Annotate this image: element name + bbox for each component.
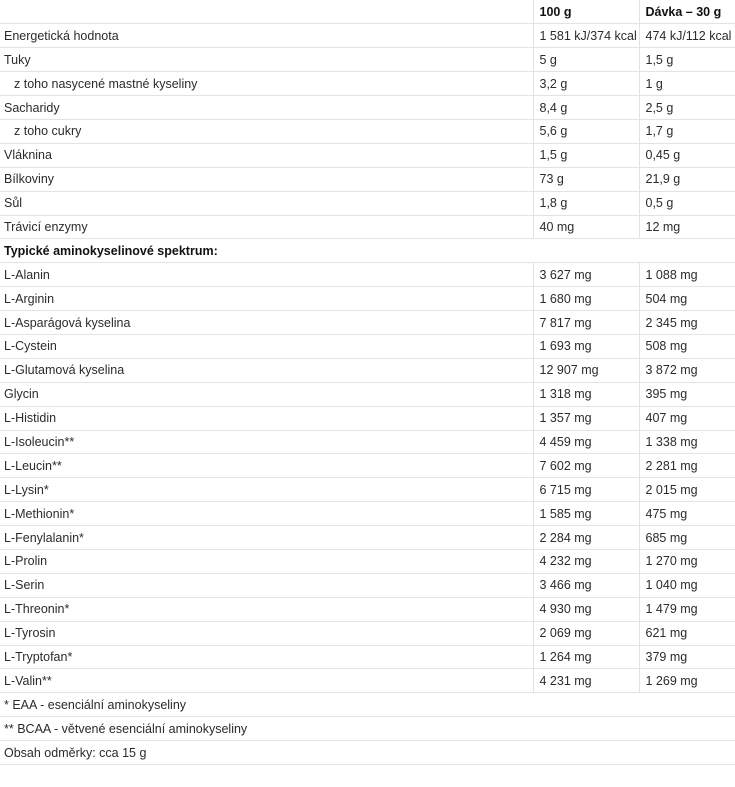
value-100g: 7 602 mg [533, 454, 639, 478]
row-label: L-Arginin [0, 287, 533, 311]
row-label: L-Tryptofan* [0, 645, 533, 669]
amino-section-header-row [0, 239, 735, 263]
table-row [0, 287, 735, 311]
empty-cell [533, 741, 639, 765]
value-100g: 3 466 mg [533, 573, 639, 597]
value-serving: 685 mg [639, 526, 735, 550]
value-serving: 474 kJ/112 kcal [639, 24, 735, 48]
value-100g: 5 g [533, 48, 639, 72]
table-row [0, 406, 735, 430]
header-100g: 100 g [533, 0, 639, 24]
table-row-saturated-fat [0, 72, 735, 96]
table-row [0, 597, 735, 621]
value-serving: 0,45 g [639, 143, 735, 167]
table-row [0, 430, 735, 454]
row-label: L-Leucin** [0, 454, 533, 478]
value-serving: 395 mg [639, 382, 735, 406]
value-serving: 508 mg [639, 334, 735, 358]
value-serving: 504 mg [639, 287, 735, 311]
header-label-cell [0, 0, 533, 24]
row-label: Glycin [0, 382, 533, 406]
value-serving: 1 269 mg [639, 669, 735, 693]
value-serving: 1,5 g [639, 48, 735, 72]
value-100g: 1 318 mg [533, 382, 639, 406]
value-serving: 1 088 mg [639, 263, 735, 287]
footnote-row-bcaa [0, 717, 735, 741]
empty-cell [533, 717, 639, 741]
header-serving: Dávka – 30 g [639, 0, 735, 24]
row-label: L-Lysin* [0, 478, 533, 502]
value-serving: 1 270 mg [639, 549, 735, 573]
value-100g: 1 680 mg [533, 287, 639, 311]
table-row [0, 334, 735, 358]
table-header-row [0, 0, 735, 24]
footnote-eaa: * EAA - esenciální aminokyseliny [0, 693, 533, 717]
table-row-energy [0, 24, 735, 48]
table-row [0, 478, 735, 502]
empty-cell [639, 741, 735, 765]
value-100g: 7 817 mg [533, 311, 639, 335]
value-100g: 1 357 mg [533, 406, 639, 430]
row-label: L-Isoleucin** [0, 430, 533, 454]
table-row [0, 502, 735, 526]
row-label: L-Alanin [0, 263, 533, 287]
value-100g: 1,8 g [533, 191, 639, 215]
table-row-enzymes [0, 215, 735, 239]
row-label: z toho nasycené mastné kyseliny [0, 72, 533, 96]
value-100g: 4 231 mg [533, 669, 639, 693]
table-row [0, 549, 735, 573]
row-label: L-Valin** [0, 669, 533, 693]
empty-cell [533, 239, 639, 263]
amino-section-title: Typické aminokyselinové spektrum: [0, 239, 533, 263]
value-serving: 1 g [639, 72, 735, 96]
footnote-bcaa: ** BCAA - větvené esenciální aminokyseliny [0, 717, 533, 741]
row-label: L-Serin [0, 573, 533, 597]
row-label: L-Methionin* [0, 502, 533, 526]
value-100g: 1 585 mg [533, 502, 639, 526]
value-serving: 1 479 mg [639, 597, 735, 621]
value-100g: 5,6 g [533, 119, 639, 143]
row-label: L-Cystein [0, 334, 533, 358]
value-100g: 1,5 g [533, 143, 639, 167]
value-100g: 4 232 mg [533, 549, 639, 573]
value-serving: 12 mg [639, 215, 735, 239]
value-serving: 1 338 mg [639, 430, 735, 454]
value-100g: 3 627 mg [533, 263, 639, 287]
value-100g: 40 mg [533, 215, 639, 239]
value-100g: 2 069 mg [533, 621, 639, 645]
table-row [0, 263, 735, 287]
footnote-scoop: Obsah odměrky: cca 15 g [0, 741, 533, 765]
table-row-fiber [0, 143, 735, 167]
empty-cell [639, 717, 735, 741]
row-label: Vláknina [0, 143, 533, 167]
table-row [0, 358, 735, 382]
row-label: L-Fenylalanin* [0, 526, 533, 550]
value-serving: 1 040 mg [639, 573, 735, 597]
table-row-protein [0, 167, 735, 191]
row-label: L-Glutamová kyselina [0, 358, 533, 382]
row-label: L-Asparágová kyselina [0, 311, 533, 335]
footnote-row-scoop [0, 741, 735, 765]
row-label: z toho cukry [0, 119, 533, 143]
row-label: L-Threonin* [0, 597, 533, 621]
table-row [0, 669, 735, 693]
table-row-salt [0, 191, 735, 215]
row-label: Energetická hodnota [0, 24, 533, 48]
table-row [0, 645, 735, 669]
table-row [0, 526, 735, 550]
empty-cell [639, 693, 735, 717]
row-label: Sacharidy [0, 96, 533, 120]
value-serving: 1,7 g [639, 119, 735, 143]
value-100g: 1 581 kJ/374 kcal [533, 24, 639, 48]
value-serving: 407 mg [639, 406, 735, 430]
row-label: L-Tyrosin [0, 621, 533, 645]
empty-cell [533, 693, 639, 717]
value-serving: 379 mg [639, 645, 735, 669]
value-100g: 4 930 mg [533, 597, 639, 621]
table-row [0, 311, 735, 335]
value-100g: 2 284 mg [533, 526, 639, 550]
value-100g: 1 693 mg [533, 334, 639, 358]
empty-cell [639, 239, 735, 263]
footnote-row-eaa [0, 693, 735, 717]
value-serving: 3 872 mg [639, 358, 735, 382]
value-serving: 2 345 mg [639, 311, 735, 335]
table-row-fat [0, 48, 735, 72]
table-row [0, 382, 735, 406]
value-100g: 3,2 g [533, 72, 639, 96]
row-label: Bílkoviny [0, 167, 533, 191]
row-label: Sůl [0, 191, 533, 215]
table-row-sugars [0, 119, 735, 143]
value-100g: 8,4 g [533, 96, 639, 120]
value-serving: 621 mg [639, 621, 735, 645]
value-serving: 2 281 mg [639, 454, 735, 478]
value-serving: 21,9 g [639, 167, 735, 191]
value-serving: 2,5 g [639, 96, 735, 120]
row-label: Trávicí enzymy [0, 215, 533, 239]
value-100g: 4 459 mg [533, 430, 639, 454]
value-100g: 73 g [533, 167, 639, 191]
row-label: Tuky [0, 48, 533, 72]
table-row [0, 454, 735, 478]
value-100g: 1 264 mg [533, 645, 639, 669]
table-row [0, 621, 735, 645]
value-serving: 0,5 g [639, 191, 735, 215]
row-label: L-Histidin [0, 406, 533, 430]
value-serving: 475 mg [639, 502, 735, 526]
row-label: L-Prolin [0, 549, 533, 573]
table-row-carbohydrates [0, 96, 735, 120]
value-100g: 6 715 mg [533, 478, 639, 502]
table-row [0, 573, 735, 597]
value-serving: 2 015 mg [639, 478, 735, 502]
value-100g: 12 907 mg [533, 358, 639, 382]
